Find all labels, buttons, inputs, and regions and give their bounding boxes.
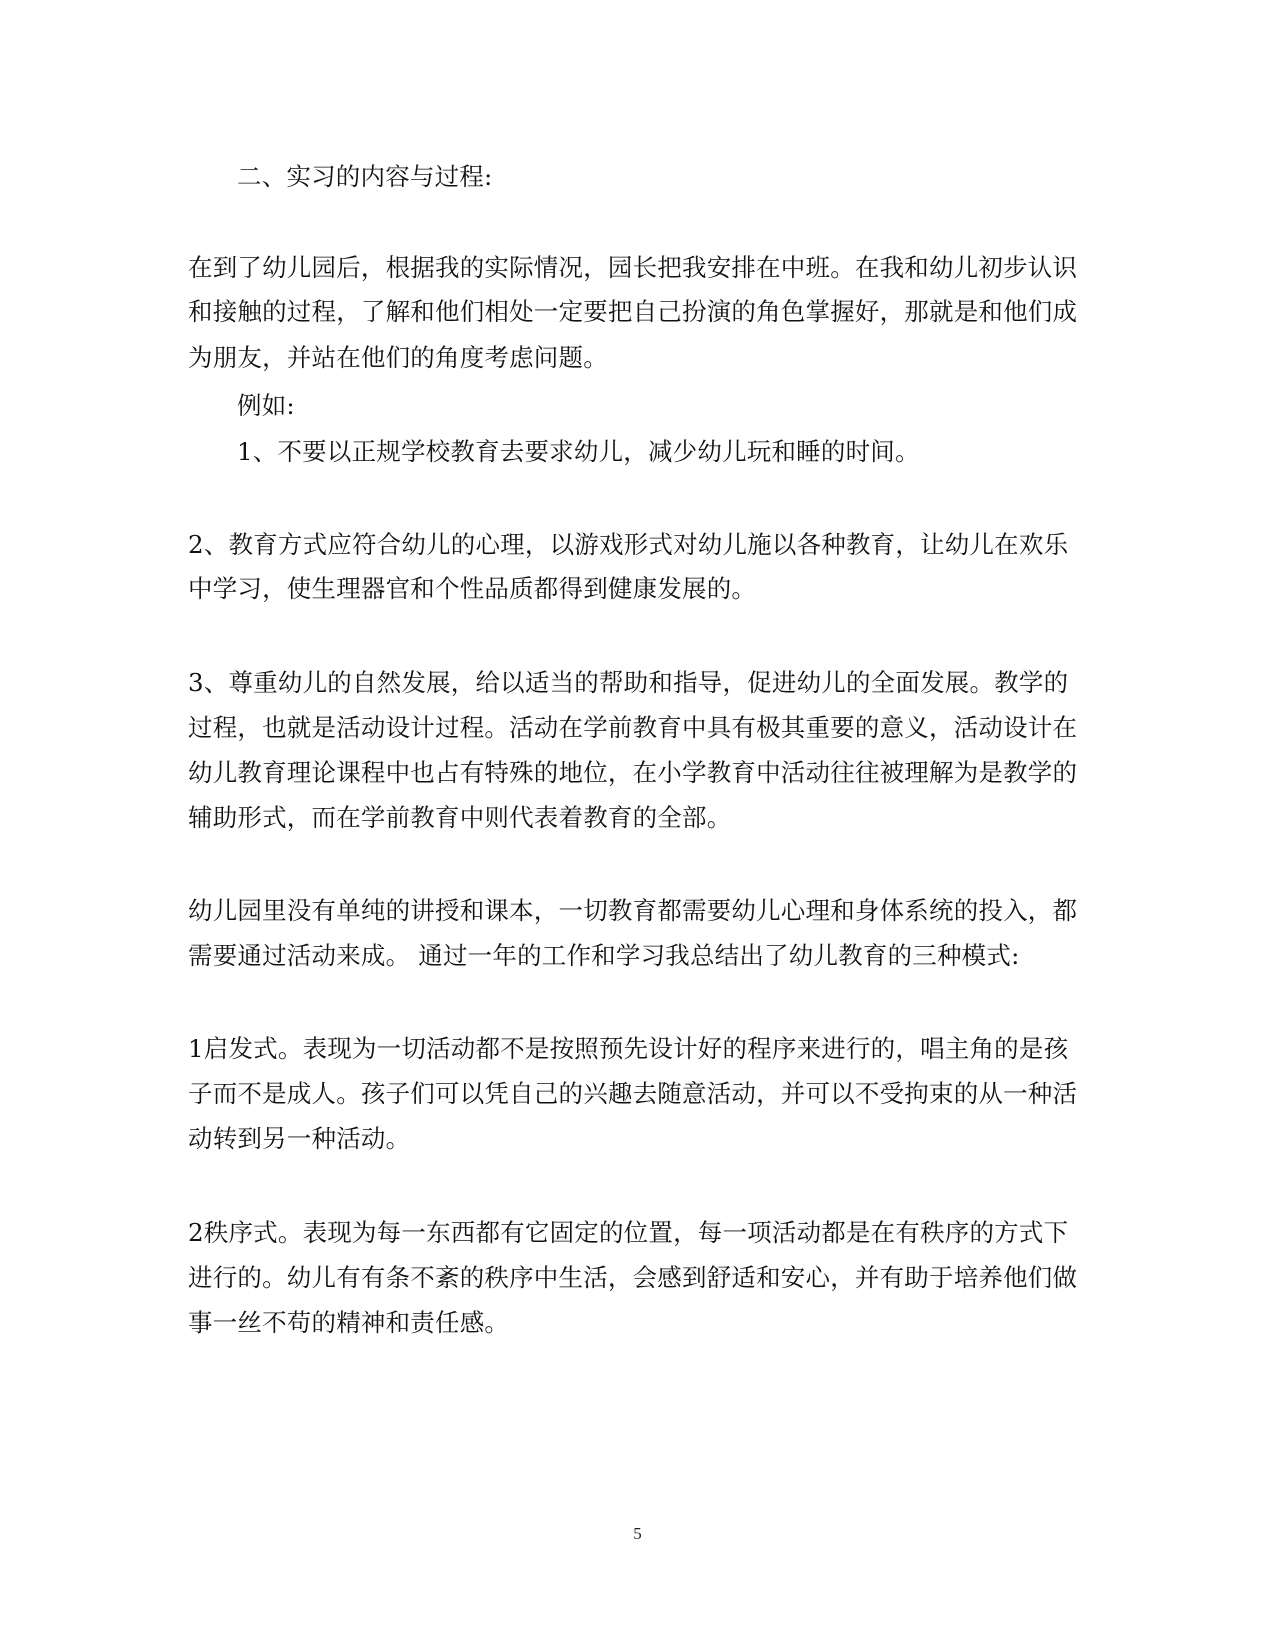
mode-1-line: 1启发式。表现为一切活动都不是按照预先设计好的程序来进行的，唱主角的是孩: [188, 1034, 1069, 1063]
list-item-2-line: 中学习，使生理器官和个性品质都得到健康发展的。: [188, 574, 757, 603]
paragraph-line: 幼儿园里没有单纯的讲授和课本，一切教育都需要幼儿心理和身体系统的投入，都: [188, 896, 1078, 925]
list-item-3-line: 过程，也就是活动设计过程。活动在学前教育中具有极其重要的意义，活动设计在: [188, 713, 1078, 742]
example-label: 例如:: [237, 391, 295, 420]
paragraph-line: 为朋友，并站在他们的角度考虑问题。: [188, 343, 608, 372]
list-item-3-line: 幼儿教育理论课程中也占有特殊的地位，在小学教育中活动往往被理解为是教学的: [188, 758, 1078, 787]
section-heading: 二、实习的内容与过程:: [237, 162, 493, 191]
list-item-2-line: 2、教育方式应符合幼儿的心理，以游戏形式对幼儿施以各种教育，让幼儿在欢乐: [188, 530, 1069, 559]
list-item-3-line: 3、尊重幼儿的自然发展，给以适当的帮助和指导，促进幼儿的全面发展。教学的: [188, 668, 1069, 697]
paragraph-line: 需要通过活动来成。 通过一年的工作和学习我总结出了幼儿教育的三种模式:: [188, 941, 1020, 970]
page-number: 5: [633, 1524, 642, 1543]
mode-2-line: 2秩序式。表现为每一东西都有它固定的位置，每一项活动都是在有秩序的方式下: [188, 1218, 1069, 1247]
paragraph-line: 和接触的过程，了解和他们相处一定要把自己扮演的角色掌握好，那就是和他们成: [188, 297, 1078, 326]
paragraph-line: 在到了幼儿园后，根据我的实际情况，园长把我安排在中班。在我和幼儿初步认识: [188, 253, 1078, 282]
mode-2-line: 进行的。幼儿有有条不紊的秩序中生活，会感到舒适和安心，并有助于培养他们做: [188, 1263, 1078, 1292]
list-item-3-line: 辅助形式，而在学前教育中则代表着教育的全部。: [188, 803, 732, 832]
mode-1-line: 动转到另一种活动。: [188, 1124, 411, 1153]
mode-1-line: 子而不是成人。孩子们可以凭自己的兴趣去随意活动，并可以不受拘束的从一种活: [188, 1079, 1078, 1108]
list-item-1: 1、不要以正规学校教育去要求幼儿，减少幼儿玩和睡的时间。: [237, 437, 920, 466]
mode-2-line: 事一丝不苟的精神和责任感。: [188, 1308, 510, 1337]
